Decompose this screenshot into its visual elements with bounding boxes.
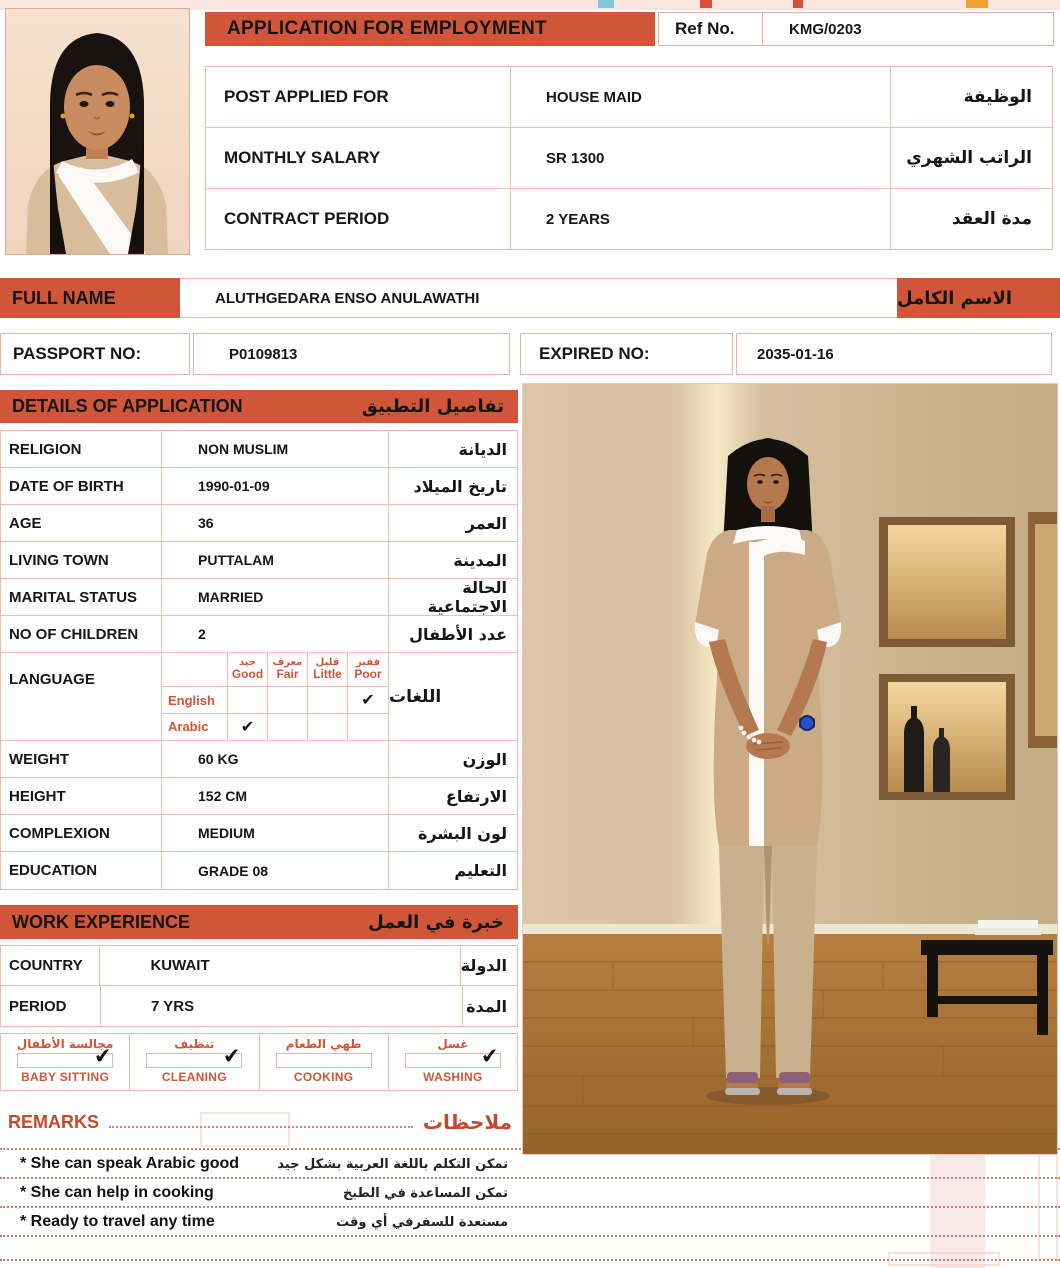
level-good: جيد Good — [228, 653, 268, 686]
country-label: COUNTRY — [1, 946, 100, 985]
passport-no-label: PASSPORT NO: — [0, 333, 190, 375]
skills-strip — [0, 1033, 518, 1091]
age-arabic: العمر — [465, 513, 507, 533]
remark-item — [0, 1208, 1060, 1237]
table-row — [1, 986, 517, 1026]
language-corner-cell — [162, 653, 228, 686]
remark-english: * She can help in cooking — [20, 1184, 214, 1201]
weight-label: WEIGHT — [9, 750, 69, 768]
check-mark-icon: ✔ — [92, 1044, 113, 1069]
decoration-mark — [966, 0, 988, 8]
ref-value: KMG/0203 — [789, 20, 862, 38]
marital-status-value: MARRIED — [161, 579, 389, 615]
age-label: AGE — [9, 514, 42, 532]
check-mark-icon: ✔ — [480, 1044, 500, 1069]
page-title: APPLICATION FOR EMPLOYMENT — [205, 12, 655, 46]
period-label: PERIOD — [1, 986, 101, 1026]
marital-status-label: MARITAL STATUS — [9, 588, 138, 606]
decoration-mark — [700, 0, 712, 8]
expired-no-label: EXPIRED NO: — [520, 333, 733, 375]
english-label: English — [162, 687, 228, 713]
table-row — [206, 67, 1052, 128]
language-grid-header — [162, 653, 388, 687]
contract-period-value: 2 YEARS — [511, 189, 891, 249]
check-mark-icon: ✔ — [222, 1044, 242, 1069]
remarks-label: REMARKS — [8, 1111, 100, 1132]
skill-baby-sitting: مجالسة الأطفال BABY SITTING ✔ — [1, 1034, 130, 1090]
complexion-label: COMPLEXION — [9, 824, 110, 842]
contract-period-label: CONTRACT PERIOD — [206, 189, 511, 249]
table-row — [1, 815, 517, 852]
work-title-arabic: خبرة في العمل — [368, 911, 504, 933]
details-table — [0, 430, 518, 890]
arabic-poor-checkbox — [348, 714, 388, 739]
dob-label: DATE OF BIRTH — [9, 477, 124, 495]
remark-item — [0, 1179, 1060, 1208]
fullbody-illustration — [523, 384, 1057, 1154]
post-salary-contract-table — [205, 66, 1053, 250]
english-little-checkbox — [308, 687, 348, 713]
living-town-value: PUTTALAM — [161, 542, 389, 578]
table-row — [1, 505, 517, 542]
arabic-little-checkbox — [308, 714, 348, 739]
ref-label: Ref No. — [659, 13, 763, 45]
details-title-arabic: تفاصيل التطبيق — [361, 396, 504, 417]
living-town-arabic: المدينة — [453, 550, 507, 570]
remark-english: * She can speak Arabic good — [20, 1155, 240, 1172]
remarks-label-arabic: ملاحظات — [422, 1110, 512, 1134]
period-arabic: المدة — [466, 996, 507, 1016]
children-label: NO OF CHILDREN — [9, 625, 139, 643]
education-value: GRADE 08 — [161, 852, 389, 889]
full-name-label: FULL NAME — [0, 278, 180, 318]
english-level-row — [162, 687, 388, 713]
religion-label: RELIGION — [9, 440, 82, 458]
country-value: KUWAIT — [100, 946, 460, 985]
weight-arabic: الوزن — [462, 749, 507, 769]
language-grid — [161, 653, 389, 740]
english-fair-checkbox — [268, 687, 308, 713]
language-label: LANGUAGE — [9, 671, 95, 688]
table-row — [1, 468, 517, 505]
monthly-salary-arabic: الراتب الشهري — [906, 148, 1032, 168]
post-applied-label: POST APPLIED FOR — [206, 67, 511, 127]
details-title: DETAILS OF APPLICATION — [12, 396, 243, 416]
level-fair: معرف Fair — [268, 653, 308, 686]
children-arabic: عدد الأطفال — [409, 624, 507, 644]
table-row — [206, 189, 1052, 249]
country-arabic: الدولة — [460, 956, 507, 975]
applicant-portrait-photo — [5, 8, 190, 255]
complexion-value: MEDIUM — [161, 815, 389, 851]
cooking-checkbox — [276, 1053, 372, 1068]
height-label: HEIGHT — [9, 787, 66, 805]
education-label: EDUCATION — [9, 862, 98, 879]
table-row — [1, 431, 517, 468]
table-row — [1, 852, 517, 889]
skill-cleaning: تنظيف CLEANING ✔ — [130, 1034, 259, 1090]
arabic-level-row — [162, 713, 388, 739]
complexion-arabic: لون البشرة — [418, 823, 507, 843]
remark-arabic: تمكن التكلم باللغة العربية بشكل جيد — [277, 1157, 508, 1172]
living-town-label: LIVING TOWN — [9, 551, 109, 569]
weight-value: 60 KG — [161, 741, 389, 777]
monthly-salary-label: MONTHLY SALARY — [206, 128, 511, 188]
monthly-salary-value: SR 1300 — [511, 128, 891, 188]
arabic-good-checkbox: ✔ — [228, 714, 268, 739]
portrait-illustration — [6, 9, 189, 254]
table-row — [1, 946, 517, 986]
full-name-value: ALUTHGEDARA ENSO ANULAWATHI — [180, 278, 897, 318]
children-value: 2 — [161, 616, 389, 652]
decoration-mark — [598, 0, 614, 8]
language-arabic: اللغات — [389, 686, 442, 707]
passport-no-value: P0109813 — [193, 333, 510, 375]
level-little: قليل Little — [308, 653, 348, 686]
skill-washing: غسل WASHING ✔ — [389, 1034, 517, 1090]
work-experience-header — [0, 905, 518, 939]
language-row — [1, 653, 517, 741]
table-row — [1, 579, 517, 616]
height-value: 152 CM — [161, 778, 389, 814]
age-value: 36 — [161, 505, 389, 541]
level-poor: فقير Poor — [354, 656, 382, 682]
english-poor-checkbox: ✔ — [361, 692, 375, 709]
full-name-arabic: الاسم الكامل — [897, 278, 1060, 318]
marital-status-arabic: الحالة الاجتماعية — [427, 578, 507, 616]
expired-no-value: 2035-01-16 — [736, 333, 1052, 375]
religion-value: NON MUSLIM — [161, 431, 389, 467]
decoration-mark — [793, 0, 803, 8]
dob-value: 1990-01-09 — [161, 468, 389, 504]
education-arabic: التعليم — [454, 861, 507, 880]
english-good-checkbox — [228, 687, 268, 713]
post-applied-value: HOUSE MAID — [511, 67, 891, 127]
table-row — [206, 128, 1052, 189]
details-section-header — [0, 390, 518, 423]
arabic-fair-checkbox — [268, 714, 308, 739]
work-title: WORK EXPERIENCE — [12, 911, 191, 932]
table-row — [1, 542, 517, 579]
ref-number-box — [658, 12, 1054, 46]
remark-arabic: مستعدة للسفرفي أي وقت — [336, 1215, 508, 1230]
religion-arabic: الديانة — [458, 439, 507, 459]
remarks-heading — [0, 1106, 518, 1138]
remark-blank-line — [0, 1237, 1060, 1261]
arabic-label: Arabic — [162, 714, 228, 739]
contract-period-arabic: مدة العقد — [951, 209, 1032, 229]
dotted-leader — [109, 1114, 413, 1128]
remark-arabic: تمكن المساعدة في الطبخ — [342, 1186, 508, 1201]
table-row — [1, 616, 517, 653]
height-arabic: الارتفاع — [445, 786, 507, 806]
table-row — [1, 778, 517, 815]
period-value: 7 YRS — [101, 986, 463, 1026]
remarks-list — [0, 1148, 1060, 1261]
remark-english: * Ready to travel any time — [20, 1213, 215, 1230]
applicant-fullbody-photo — [522, 383, 1058, 1155]
post-applied-arabic: الوظيفة — [963, 87, 1032, 107]
table-row — [1, 741, 517, 778]
work-experience-table — [0, 945, 518, 1027]
skill-cooking: طهي الطعام COOKING — [260, 1034, 389, 1090]
dob-arabic: تاريخ الميلاد — [413, 476, 507, 496]
